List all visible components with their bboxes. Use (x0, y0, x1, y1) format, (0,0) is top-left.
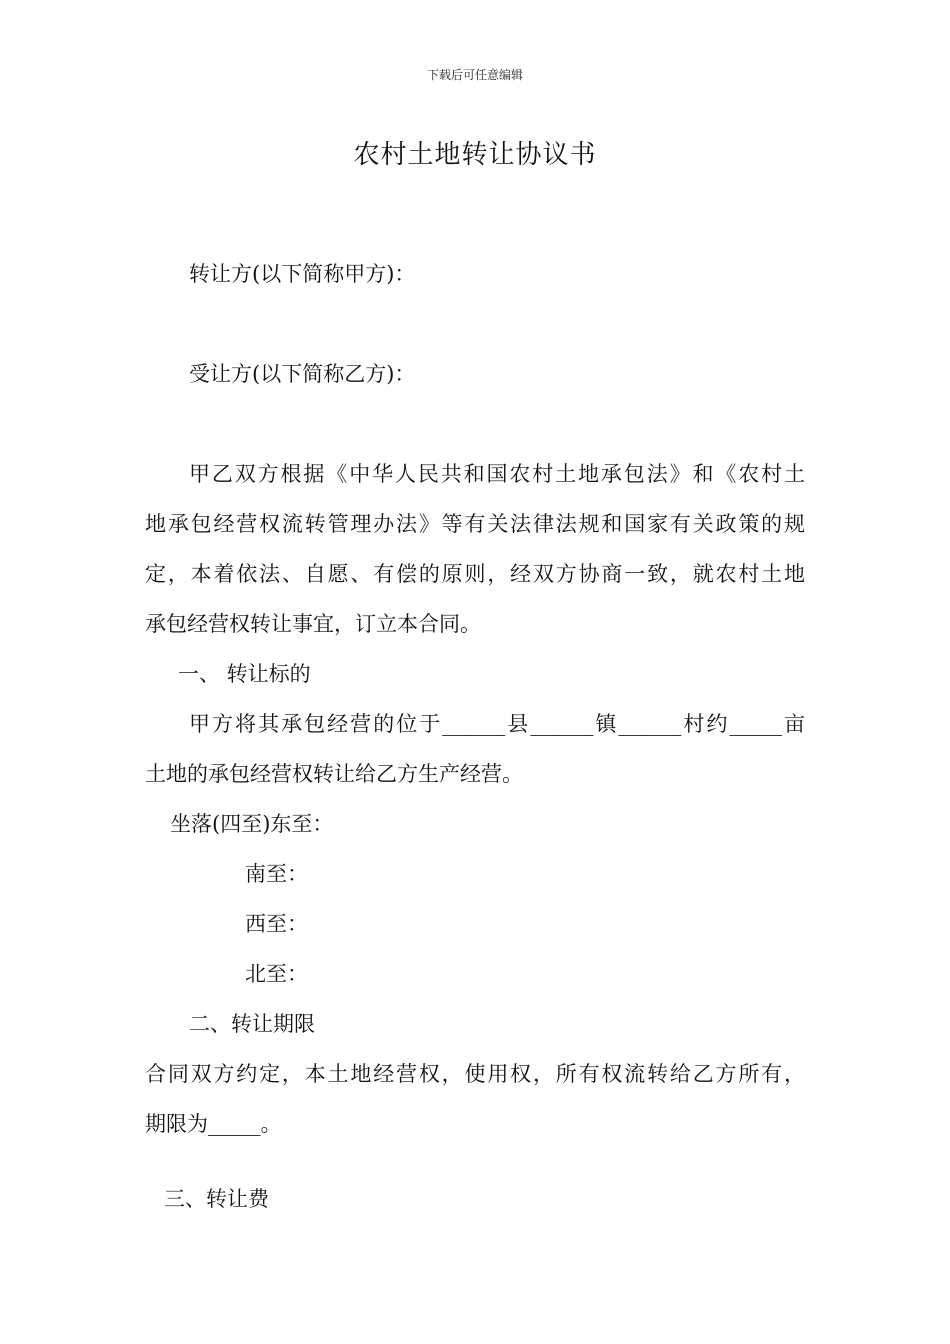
party-b-line: 受让方(以下简称乙方)： (189, 362, 416, 386)
preamble-line-2: 地承包经营权流转管理办法》等有关法律法规和国家有关政策的规 (145, 512, 805, 536)
party-a-line: 转让方(以下简称甲方)： (189, 262, 416, 286)
header-note: 下载后可任意编辑 (426, 68, 523, 82)
location-south: 南至： (245, 862, 308, 886)
preamble-line-1: 甲乙双方根据《中华人民共和国农村土地承包法》和《农村土 (189, 462, 805, 486)
preamble-line-4: 承包经营权转让事宜，订立本合同。 (145, 612, 481, 636)
section3-heading: 三、转让费 (164, 1187, 269, 1211)
preamble-line-3: 定，本着依法、自愿、有偿的原则，经双方协商一致，就农村土地 (145, 562, 805, 586)
section1-body-line-2: 土地的承包经营权转让给乙方生产经营。 (145, 762, 523, 786)
location-west: 西至： (245, 912, 308, 936)
section2-body-line-1: 合同双方约定，本土地经营权，使用权，所有权流转给乙方所有， (145, 1062, 805, 1086)
location-north: 北至： (245, 962, 308, 986)
section1-heading: 一、 转让标的 (178, 662, 311, 686)
section1-body-line-1: 甲方将其承包经营的位于______县______镇______村约_____亩 (189, 712, 805, 736)
location-east: 坐落(四至)东至： (170, 812, 334, 836)
section2-body-line-2: 期限为_____。 (145, 1112, 282, 1136)
document-title: 农村土地转让协议书 (353, 140, 597, 170)
section2-heading: 二、转让期限 (189, 1012, 315, 1036)
